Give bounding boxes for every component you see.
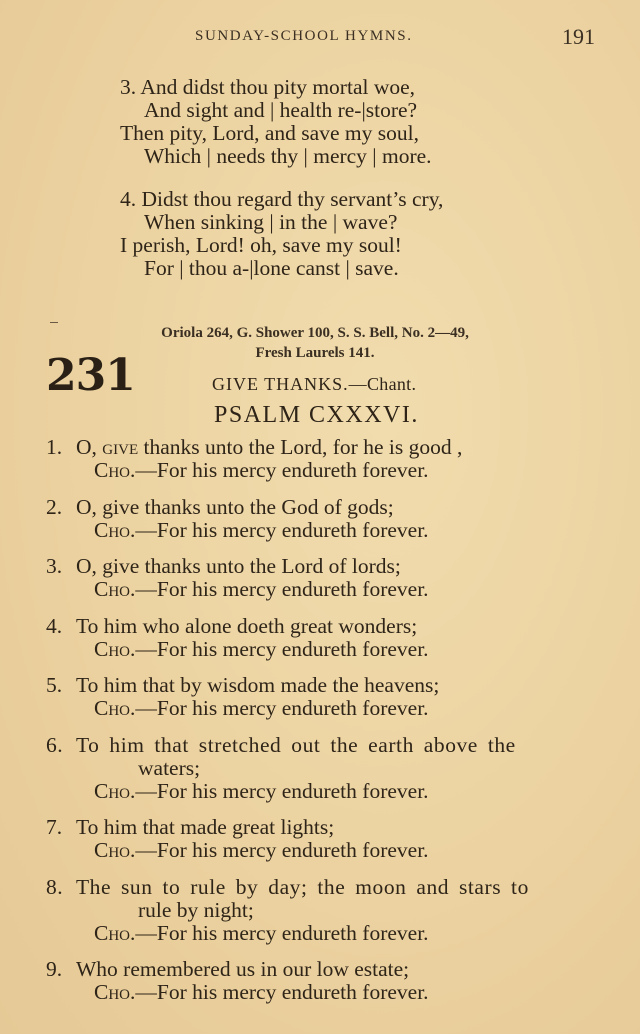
verse-chorus [46, 459, 616, 482]
hymn-title-suffix: —Chant. [348, 374, 417, 394]
chorus-text: —For his mercy endureth forever. [135, 778, 429, 803]
chorus-text: —For his mercy endureth forever. [135, 838, 429, 862]
verse [46, 958, 616, 1004]
verse-number: 6. [46, 732, 64, 757]
stanza [120, 76, 432, 168]
verse [46, 816, 616, 862]
verse-line [46, 734, 616, 757]
stanza-text: Didst thou regard thy servant’s cry, [141, 187, 444, 211]
verse-chorus [46, 981, 616, 1004]
chorus-label: Cho. [94, 980, 136, 1004]
chorus-label: Cho. [94, 696, 136, 720]
printer-dash-mark [50, 322, 58, 323]
stanza-text: And didst thou pity mortal woe, [140, 75, 416, 99]
chorus-text: —For his mercy endureth forever. [135, 980, 429, 1004]
chorus-label: Cho. [94, 778, 136, 803]
chorus-text: —For his mercy endureth forever. [135, 517, 429, 542]
chorus-label: Cho. [94, 517, 136, 542]
verse-number: 2. [46, 494, 63, 519]
chorus-label: Cho. [94, 920, 136, 945]
chorus-text: —For his mercy endureth forever. [135, 577, 429, 601]
verse [46, 555, 616, 601]
stanza-line: When sinking | in the | wave? [144, 210, 398, 234]
attribution-line: Oriola 264, G. Shower 100, S. S. Bell, No. 2—49, [161, 325, 469, 341]
verse-text: O, give thanks unto the Lord of lords; [76, 554, 401, 578]
verse-text: To him that by wisdom made the heavens; [76, 673, 440, 697]
verse-continuation: rule by night; [138, 897, 254, 922]
stanza-line: For | thou a-|lone canst | save. [144, 256, 399, 280]
verse-list [46, 436, 616, 1018]
chorus-text: —For his mercy endureth forever. [135, 458, 429, 482]
stanza-line: Which | needs thy | mercy | more. [144, 144, 432, 168]
running-head: SUNDAY-SCHOOL HYMNS. [195, 28, 413, 44]
verse-line [46, 615, 616, 638]
verse [46, 436, 616, 482]
stanza-number: 3. [120, 75, 137, 99]
verse-line [46, 496, 616, 519]
verse-text: Who remembered us in our low estate; [76, 957, 410, 981]
verse-number: 7. [46, 815, 63, 839]
verse-line [46, 876, 616, 899]
stanza-line: I perish, Lord! oh, save my soul! [120, 233, 402, 257]
verse-text: O, give thanks unto the God of gods; [76, 494, 394, 519]
chorus-text: —For his mercy endureth forever. [135, 696, 429, 720]
verse-chorus [46, 697, 616, 720]
verse-text: The sun to rule by day; the moon and stars to [76, 874, 529, 899]
verse [46, 674, 616, 720]
verse-number: 1. [46, 435, 63, 459]
verse-chorus [46, 780, 616, 803]
verse-number: 4. [46, 613, 63, 638]
verse-chorus [46, 578, 616, 601]
stanza-line: And sight and | health re-|store? [144, 98, 418, 122]
verse [46, 615, 616, 661]
hymn-title-main: GIVE THANKS. [212, 374, 349, 394]
stanza-line [120, 188, 443, 211]
chorus-label: Cho. [94, 838, 136, 862]
verse-line [46, 674, 616, 697]
chorus-text: —For his mercy endureth forever. [135, 636, 429, 661]
psalm-heading: PSALM CXXXVI. [214, 402, 419, 428]
verse-chorus [46, 839, 616, 862]
hymn-title [212, 374, 416, 395]
verse-text: To him that made great lights; [76, 815, 335, 839]
chorus-label: Cho. [94, 458, 136, 482]
verse [46, 496, 616, 542]
stanza-line: Then pity, Lord, and save my soul, [120, 121, 419, 145]
verse-number: 5. [46, 673, 63, 697]
verse-lead: O, [76, 435, 97, 459]
verse-text: thanks unto the Lord, for he is good , [143, 435, 463, 459]
verse-line [46, 958, 616, 981]
verse-chorus [46, 638, 616, 661]
tune-attribution [112, 323, 518, 363]
verse-text: To him that stretched out the earth above the [76, 732, 516, 757]
verse-number: 9. [46, 957, 63, 981]
verse-line [46, 436, 616, 459]
stanza-line [120, 76, 432, 99]
chorus-text: —For his mercy endureth forever. [135, 920, 429, 945]
hymn-number: 231 [46, 350, 135, 401]
verse [46, 876, 616, 945]
stanza [120, 188, 443, 280]
verse-line [46, 816, 616, 839]
chorus-label: Cho. [94, 636, 136, 661]
attribution-line: Fresh Laurels 141. [255, 345, 375, 361]
verse-text: To him who alone doeth great wonders; [76, 613, 418, 638]
verse-small-caps: give [102, 435, 139, 459]
verse-number: 8. [46, 874, 64, 899]
verse-line [46, 555, 616, 578]
verse-number: 3. [46, 554, 63, 578]
verse-continuation: waters; [138, 755, 201, 780]
verse-chorus [46, 519, 616, 542]
page-number: 191 [562, 24, 595, 49]
verse-chorus [46, 922, 616, 945]
stanza-number: 4. [120, 187, 137, 211]
verse [46, 734, 616, 803]
chorus-label: Cho. [94, 577, 136, 601]
